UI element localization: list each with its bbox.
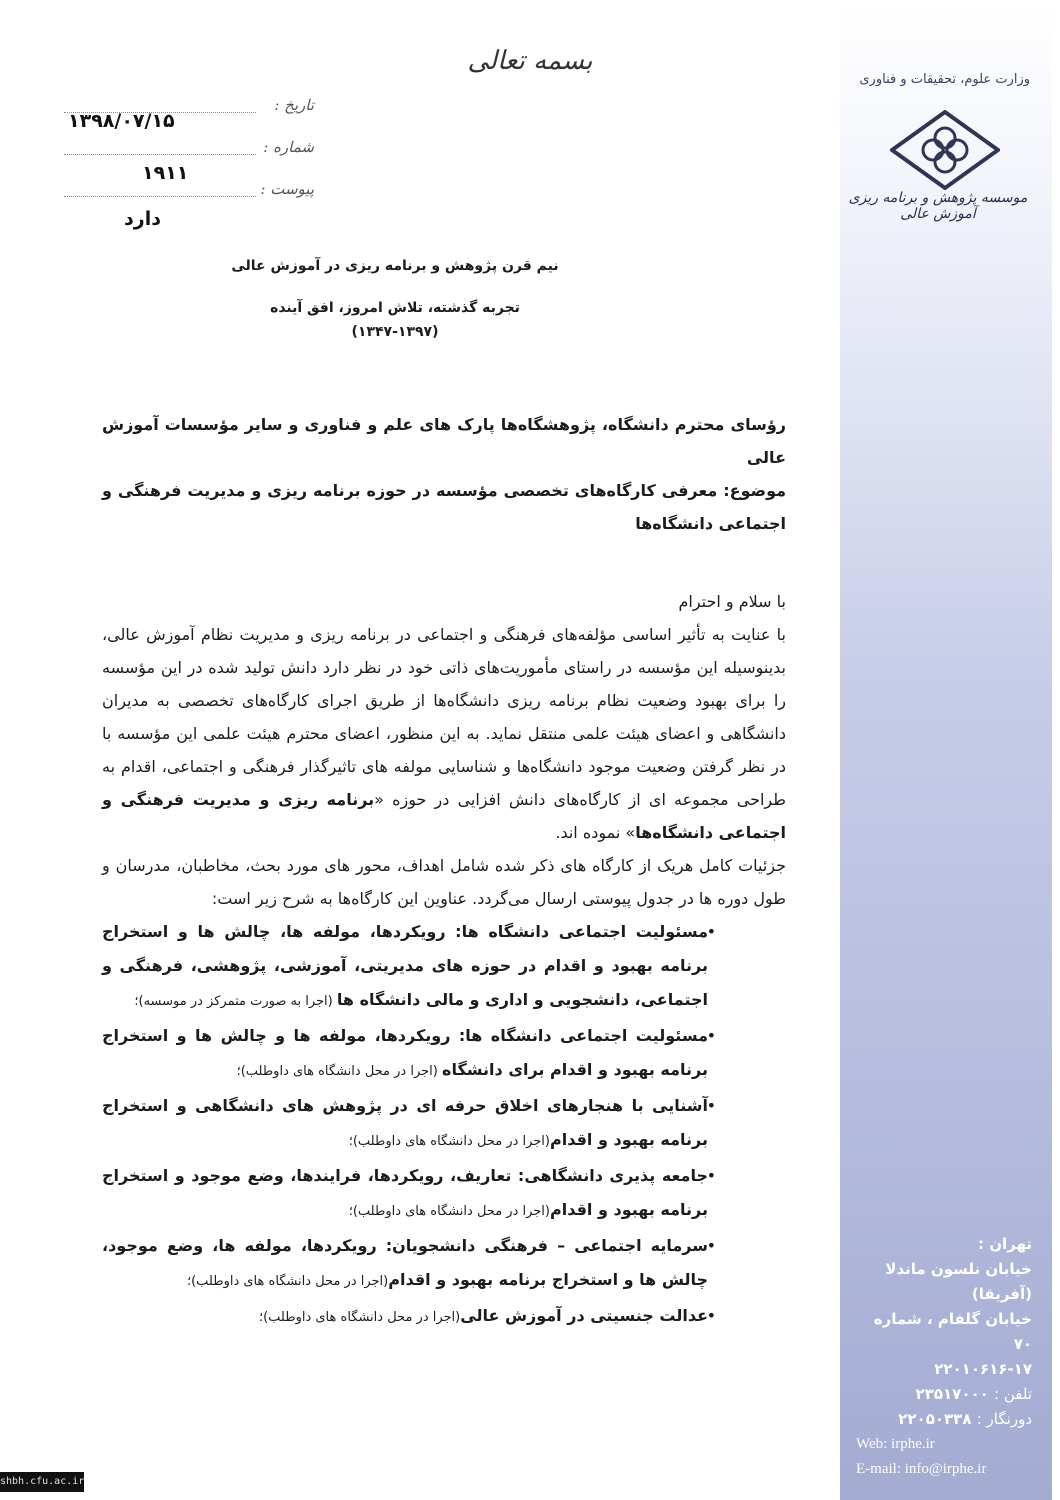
contact-street-2: خیابان گلفام ، شماره ۷۰ — [873, 1310, 1032, 1353]
date-row — [64, 96, 314, 138]
list-item: • مسئولیت اجتماعی دانشگاه ها: رویکردها، مولفه ها و چالش ها و استخراج برنامه بهبود و اقدام برای دانشگاه (اجرا در محل دانشگاه های داوطلب)؛ — [102, 1019, 786, 1089]
title-line-3: (۱۳۴۷-۱۳۹۷) — [351, 324, 439, 340]
attachment-value: دارد — [124, 208, 161, 230]
letter-meta — [64, 96, 314, 230]
date-label: تاریخ : — [274, 96, 314, 114]
list-item: • سرمایه اجتماعی – فرهنگی دانشجویان: رویکردها، مولفه ها، وضع موجود، چالش ها و استخراج برنامه بهبود و اقدام(اجرا در محل دانشگاه های داوطلب)؛ — [102, 1229, 786, 1299]
list-item: • مسئولیت اجتماعی دانشگاه ها: رویکردها، مولفه ها، چالش ها و استخراج برنامه بهبود و اقدام در حوزه های مدیریتی، آموزشی، پژوهشی، فرهنگی و اجتماعی، دانشجویی و اداری و مالی دانشگاه ها (اجرا به صورت متمرکز در موسسه)؛ — [102, 915, 786, 1019]
workshop-list — [102, 915, 786, 1335]
attachment-label: پیوست : — [260, 180, 314, 198]
list-item: • آشنایی با هنجارهای اخلاق حرفه ای در پژوهش های دانشگاهی و استخراج برنامه بهبود و اقدام(اجرا در محل دانشگاه های داوطلب)؛ — [102, 1089, 786, 1159]
greeting: با سلام و احترام — [678, 592, 786, 611]
paragraph-2: جزئیات کامل هریک از کارگاه های ذکر شده شامل اهداف، محور های مورد بحث، مخاطبان، مدرسان و طول دوره ها در جدول پیوستی ارسال می‌گردد. عناوین این کارگاه‌ها به شرح زیر است: — [102, 856, 786, 908]
contact-block — [856, 1232, 1032, 1482]
number-row — [64, 138, 314, 184]
title-line-2: تجربه گذشته، تلاش امروز، افق آینده — [270, 300, 520, 316]
bold-topic: برنامه ریزی و مدیریت فرهنگی و اجتماعی دانشگاه‌ها — [102, 790, 786, 842]
source-watermark: shbh.cfu.ac.ir — [0, 1472, 84, 1492]
institute-name: موسسه پژوهش و برنامه ریزی آموزش عالی — [848, 190, 1028, 222]
letter-body — [102, 408, 786, 1335]
subject: موضوع: معرفی کارگاه‌های تخصصی مؤسسه در حوزه برنامه ریزی و مدیریت فرهنگی و اجتماعی دانشگاه‌ها — [102, 481, 786, 533]
date-value: ۱۳۹۸/۰۷/۱۵ — [68, 110, 175, 132]
recipients: رؤسای محترم دانشگاه، پژوهشگاه‌ها پارک های علم و فناوری و سایر مؤسسات آموزش عالی — [102, 415, 786, 467]
list-item: • جامعه پذیری دانشگاهی: تعاریف، رویکردها، فرایندها، وضع موجود و استخراج برنامه بهبود و اقدام(اجرا در محل دانشگاه های داوطلب)؛ — [102, 1159, 786, 1229]
contact-phone-2: ۲۳۵۱۷۰۰۰ — [915, 1385, 989, 1403]
paragraph-1: با عنایت به تأثیر اساسی مؤلفه‌های فرهنگی و اجتماعی در برنامه ریزی و مدیریت نظام آموزش عالی، بدینوسیله این مؤسسه در راستای مأموریت‌های ذاتی خود در نظر دارد دانش تولید شده در این مؤسسه را برای بهبود وضعیت نظام برنامه ریزی دانشگاه‌ها از طریق اجرای کارگاه‌های تخصصی به مدیران دانشگاهی و اعضای هیئت علمی منتقل نماید. به این منظور، اعضای محترم هیئت علمی این مؤسسه با در نظر گرفتن وضعیت موجود دانشگاه‌ها و شناسایی مولفه های تاثیرگذار فرهنگی و اجتماعی، اقدام به طراحی مجموعه ای از کارگاه‌های دانش افزایی در حوزه «برنامه ریزی و مدیریت فرهنگی و اجتماعی دانشگاه‌ها» نموده اند. — [102, 625, 786, 842]
institute-logo-icon — [890, 110, 1000, 190]
contact-email: E-mail: info@irphe.ir — [856, 1461, 987, 1477]
list-item: • عدالت جنسیتی در آموزش عالی(اجرا در محل دانشگاه های داوطلب)؛ — [102, 1299, 786, 1335]
fax-label: دورنگار : — [976, 1410, 1032, 1428]
attachment-row — [64, 180, 314, 230]
contact-phone-1: ۲۲۰۱۰۶۱۶-۱۷ — [934, 1360, 1032, 1378]
ministry-name: وزارت علوم، تحقیقات و فناوری — [859, 72, 1030, 87]
contact-web: Web: irphe.ir — [856, 1436, 935, 1452]
phone-label: تلفن : — [994, 1385, 1032, 1403]
anniversary-title — [100, 258, 690, 340]
bismillah-heading: بسمه تعالی — [467, 46, 593, 76]
contact-fax: ۲۲۰۵۰۳۳۸ — [898, 1410, 972, 1428]
number-label: شماره : — [263, 138, 314, 156]
number-value: ۱۹۱۱ — [142, 162, 189, 184]
contact-street-1: خیابان نلسون ماندلا (آفریقا) — [885, 1260, 1032, 1303]
contact-city: تهران : — [977, 1235, 1032, 1253]
title-line-1: نیم قرن پژوهش و برنامه ریزی در آموزش عالی — [231, 258, 559, 274]
